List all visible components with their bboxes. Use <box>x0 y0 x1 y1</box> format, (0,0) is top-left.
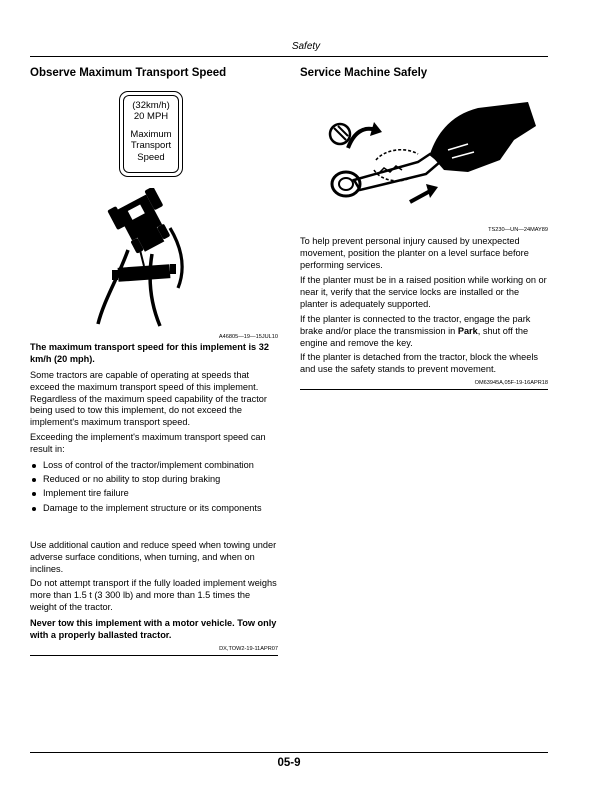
park-brake-text-post: , shut off the engine and remove the key. <box>300 325 529 348</box>
max-speed-sign <box>119 91 183 177</box>
paragraph-block-wheels: If the planter is detached from the tractor, block the wheels and use the safety stands to prevent movement. <box>300 352 538 374</box>
park-brake-text-pre: If the planter is connected to the tractor, engage the park brake and/or place the transmission in <box>300 314 531 336</box>
figure-code-transport: A46805—19—15JUL10 <box>218 334 278 340</box>
header-rule <box>30 56 548 57</box>
paragraph-caution: Use additional caution and reduce speed when towing under adverse surface conditions, when turning, and when on inclines. <box>30 540 277 574</box>
end-code-service: OM63945A,05F-19-16APR18 <box>474 380 548 386</box>
footer-rule <box>30 752 548 753</box>
paragraph-exceeding: Exceeding the implement's maximum transport speed can result in: <box>30 432 266 454</box>
paragraph-tractor-speeds: Some tractors are capable of operating at speeds that exceed the maximum transport speed of this implement. Regardless of the maximum speed capability of the tractor being used to tow this implement, do not exceed the implement's maximum transport speed. <box>30 370 267 428</box>
section-end-rule-left <box>30 655 278 656</box>
key-removal-illustration <box>318 100 548 224</box>
sign-line-transport: Transport <box>130 140 172 152</box>
list-item: Reduced or no ability to stop during braking <box>30 474 278 486</box>
warning-paragraph: Never tow this implement with a motor vehicle. Tow only with a properly ballasted tractor. <box>30 618 277 640</box>
section-heading-service: Service Machine Safely <box>300 67 428 79</box>
list-item: Implement tire failure <box>30 488 278 500</box>
paragraph-service-locks: If the planter must be in a raised position while working on or near it, verify that the service locks are installed or the planter is adequately supported. <box>300 275 547 309</box>
paragraph-level-surface: To help prevent personal injury caused by unexpected movement, position the planter on a level surface before performing services. <box>300 236 529 270</box>
sign-line-mph: 20 MPH <box>133 111 169 123</box>
paragraph-weight-limit: Do not attempt transport if the fully loaded implement weighs more than 1.5 t (3 300 lb) and more than 1.5 times the weight of the tractor. <box>30 578 277 612</box>
section-end-rule-right <box>300 389 548 390</box>
sign-line-maximum: Maximum <box>130 128 172 140</box>
running-header: Safety <box>291 41 321 52</box>
figure-code-service: TS230—UN—24MAY89 <box>488 227 548 233</box>
list-item: Loss of control of the tractor/implement combination <box>30 460 278 472</box>
sign-line-kmh: (32km/h) <box>132 100 170 111</box>
end-code-transport: DX,TOW2-19-11APR07 <box>219 646 278 652</box>
park-keyword: Park <box>457 325 478 336</box>
section-heading-transport-speed: Observe Maximum Transport Speed <box>30 67 227 79</box>
lead-paragraph: The maximum transport speed for this implement is 32 km/h (20 mph). <box>30 342 269 364</box>
consequence-list <box>30 460 278 517</box>
list-item: Damage to the implement structure or its components <box>30 503 278 515</box>
page-number: 05-9 <box>277 757 301 769</box>
tractor-towing-illustration <box>90 188 200 328</box>
sign-line-speed: Speed <box>137 151 165 163</box>
paragraph-park-brake <box>300 314 548 349</box>
